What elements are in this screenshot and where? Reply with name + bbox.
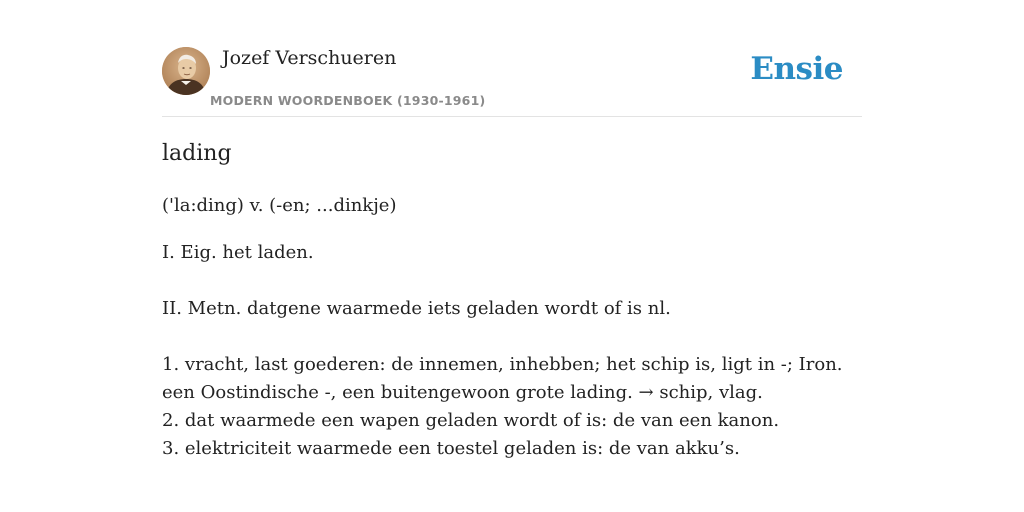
page-container — [162, 0, 862, 459]
spacer — [162, 323, 852, 351]
dictionary-source[interactable]: MODERN WOORDENBOEK (1930-1961) — [210, 93, 486, 108]
author-avatar[interactable] — [162, 47, 210, 95]
sense-1: I. Eig. het laden. — [162, 242, 314, 263]
subsense-2: 2. dat waarmede een wapen geladen wordt of is: de van een kanon. — [162, 410, 780, 431]
entry-pronunciation: ('la:ding) v. (-en; ...dinkje) — [162, 195, 397, 216]
sense-2: II. Metn. datgene waarmede iets geladen wordt of is nl. — [162, 298, 671, 319]
subsense-3: 3. elektriciteit waarmede een toestel geladen is: de van akku’s. — [162, 438, 740, 459]
ensie-logo-link[interactable]: Ensie — [750, 51, 843, 87]
subsense-1: 1. vracht, last goederen: de innemen, inhebben; het schip is, ligt in -; Iron. een Oostindische -, een buitengewoon grote lading. → schip, vlag. — [162, 354, 843, 403]
author-portrait-icon — [162, 47, 210, 95]
entry-definition — [162, 239, 852, 463]
entry-headword: lading — [162, 141, 232, 166]
author-name[interactable]: Jozef Verschueren — [222, 47, 397, 69]
spacer — [162, 267, 852, 295]
entry-header — [162, 0, 862, 117]
